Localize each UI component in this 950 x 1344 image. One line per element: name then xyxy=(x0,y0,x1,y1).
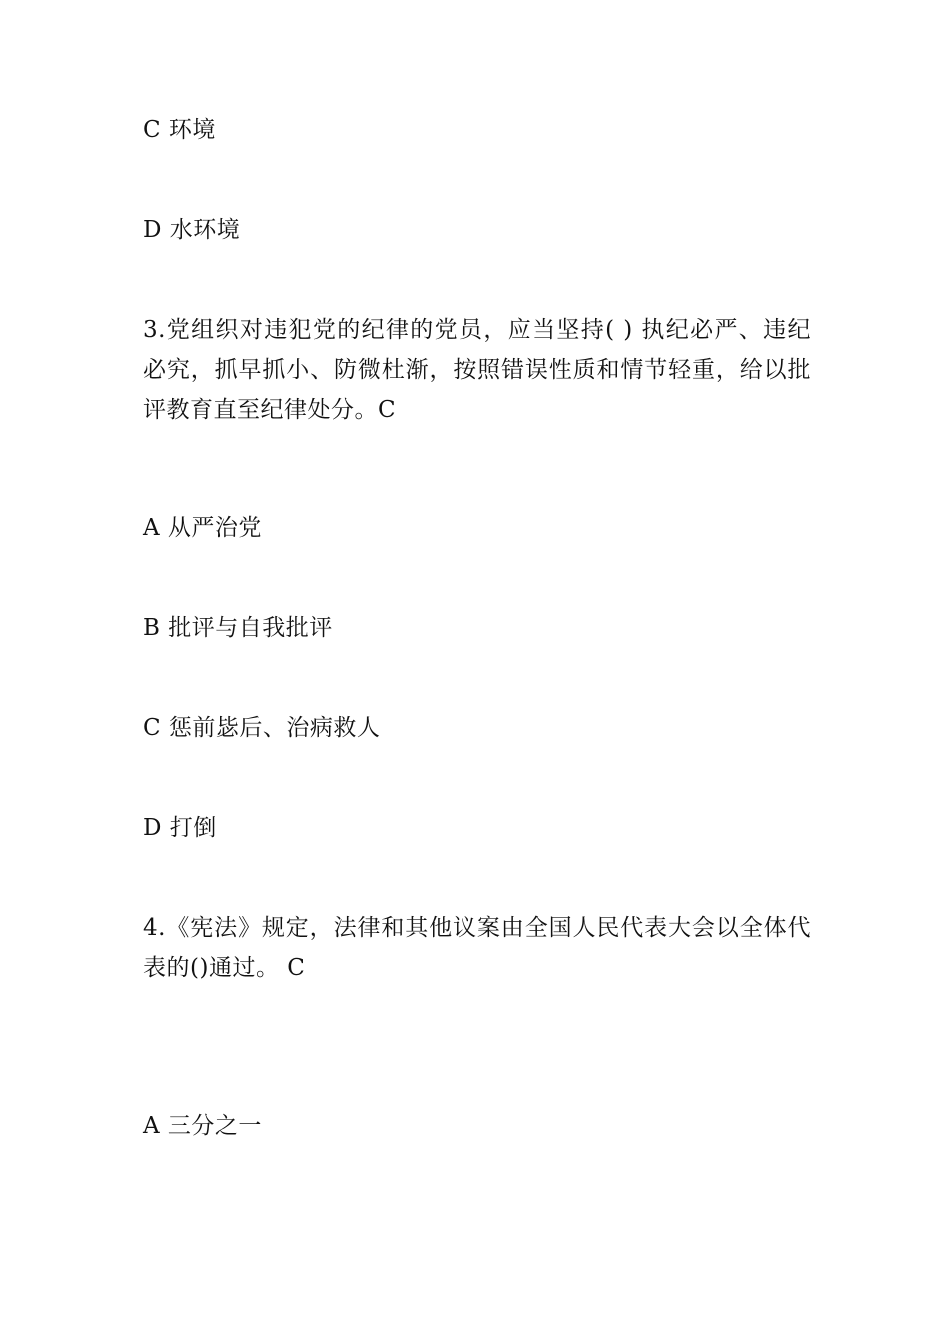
option-b-q3: B 批评与自我批评 xyxy=(143,615,333,641)
option-c-q3: C 惩前毖后、治病救人 xyxy=(143,715,381,741)
option-a-q3: A 从严治党 xyxy=(143,515,262,541)
question-4-text: 4.《宪法》规定，法律和其他议案由全国人民代表大会以全体代表的()通过。 C xyxy=(143,915,811,981)
option-c-q2: C 环境 xyxy=(143,117,216,143)
option-a-q4: A 三分之一 xyxy=(143,1113,262,1139)
question-3-text: 3.党组织对违犯党的纪律的党员，应当坚持( ) 执纪必严、违纪必究，抓早抓小、防微杜渐，按照错误性质和情节轻重，给以批评教育直至纪律处分。C xyxy=(143,317,811,423)
option-d-q3: D 打倒 xyxy=(143,815,217,841)
option-d-q2: D 水环境 xyxy=(143,217,241,243)
